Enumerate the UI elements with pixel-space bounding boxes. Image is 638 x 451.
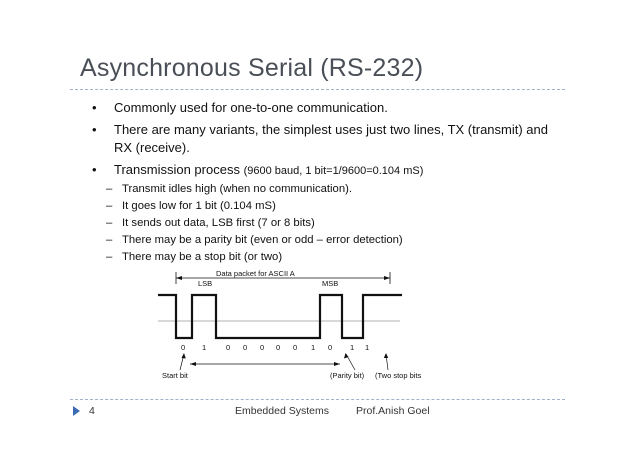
bullet-item xyxy=(92,121,562,157)
start-bit-arrowhead xyxy=(182,353,186,359)
bullet-text: Commonly used for one-to-one communication. xyxy=(114,100,388,115)
subbullet-text: It goes low for 1 bit (0.104 mS) xyxy=(122,200,276,212)
bullet-item xyxy=(92,161,562,180)
slide-title: Asynchronous Serial (RS-232) xyxy=(80,54,424,82)
subbullet-text: It sends out data, LSB first (7 or 8 bits) xyxy=(122,217,315,229)
lsb-label: LSB xyxy=(198,279,213,288)
bit-value: 0 xyxy=(260,343,265,352)
tx-waveform xyxy=(158,295,402,338)
bullet-item xyxy=(92,99,562,117)
bit-value: 1 xyxy=(202,343,207,352)
start-bit-label: Start bit xyxy=(162,371,188,380)
bit-value: 1 xyxy=(350,343,355,352)
footer-divider xyxy=(70,399,565,400)
packet-label: Data packet for ASCII A xyxy=(216,269,295,278)
stop-bits-label: (Two stop bits xyxy=(375,371,422,380)
bullet-detail: (9600 baud, 1 bit=1/9600=0.104 mS) xyxy=(243,165,424,177)
packet-arrow-left xyxy=(176,276,182,280)
bit-value: 1 xyxy=(365,343,370,352)
subbullet-dash: – xyxy=(106,217,113,229)
parity-bit-label: (Parity bit) xyxy=(330,371,365,380)
subbullet-dash: – xyxy=(106,251,113,263)
data-arrow-left xyxy=(190,362,196,366)
subbullet-text: There may be a parity bit (even or odd – error detection) xyxy=(122,234,403,246)
subbullet-dash: – xyxy=(106,183,113,195)
bullet-text: Transmission process xyxy=(114,162,240,177)
bit-value: 0 xyxy=(181,343,186,352)
bit-value: 0 xyxy=(328,343,333,352)
subbullet-dash: – xyxy=(106,200,113,212)
stop-bits-arrowhead xyxy=(384,353,388,358)
bit-value: 0 xyxy=(243,343,248,352)
bullet-dot: • xyxy=(92,122,97,137)
subbullet-item xyxy=(92,216,562,231)
footer-author: Prof.Anish Goel xyxy=(356,405,430,417)
packet-arrow-right xyxy=(384,276,390,280)
subbullet-item xyxy=(92,233,562,248)
subbullet-item xyxy=(92,182,562,197)
bit-value: 0 xyxy=(293,343,298,352)
bullet-dot: • xyxy=(92,162,97,177)
footer-course: Embedded Systems xyxy=(235,405,329,417)
data-arrow-right xyxy=(334,362,340,366)
subbullet-dash: – xyxy=(106,234,113,246)
page-number: 4 xyxy=(89,405,95,417)
serial-waveform-diagram xyxy=(150,266,460,386)
subbullet-item xyxy=(92,199,562,214)
title-divider xyxy=(70,89,565,90)
msb-label: MSB xyxy=(322,279,339,288)
subbullet-text: There may be a stop bit (or two) xyxy=(122,251,283,263)
bit-value: 0 xyxy=(226,343,231,352)
bit-value: 0 xyxy=(276,343,281,352)
bullet-list xyxy=(92,95,562,265)
subbullet-item xyxy=(92,250,562,265)
bit-value: 1 xyxy=(311,343,316,352)
bullet-text: There are many variants, the simplest uses just two lines, TX (transmit) and RX (receive). xyxy=(114,122,548,155)
bullet-dot: • xyxy=(92,100,97,115)
footer-triangle-icon xyxy=(73,406,80,416)
subbullet-text: Transmit idles high (when no communication). xyxy=(122,183,353,195)
